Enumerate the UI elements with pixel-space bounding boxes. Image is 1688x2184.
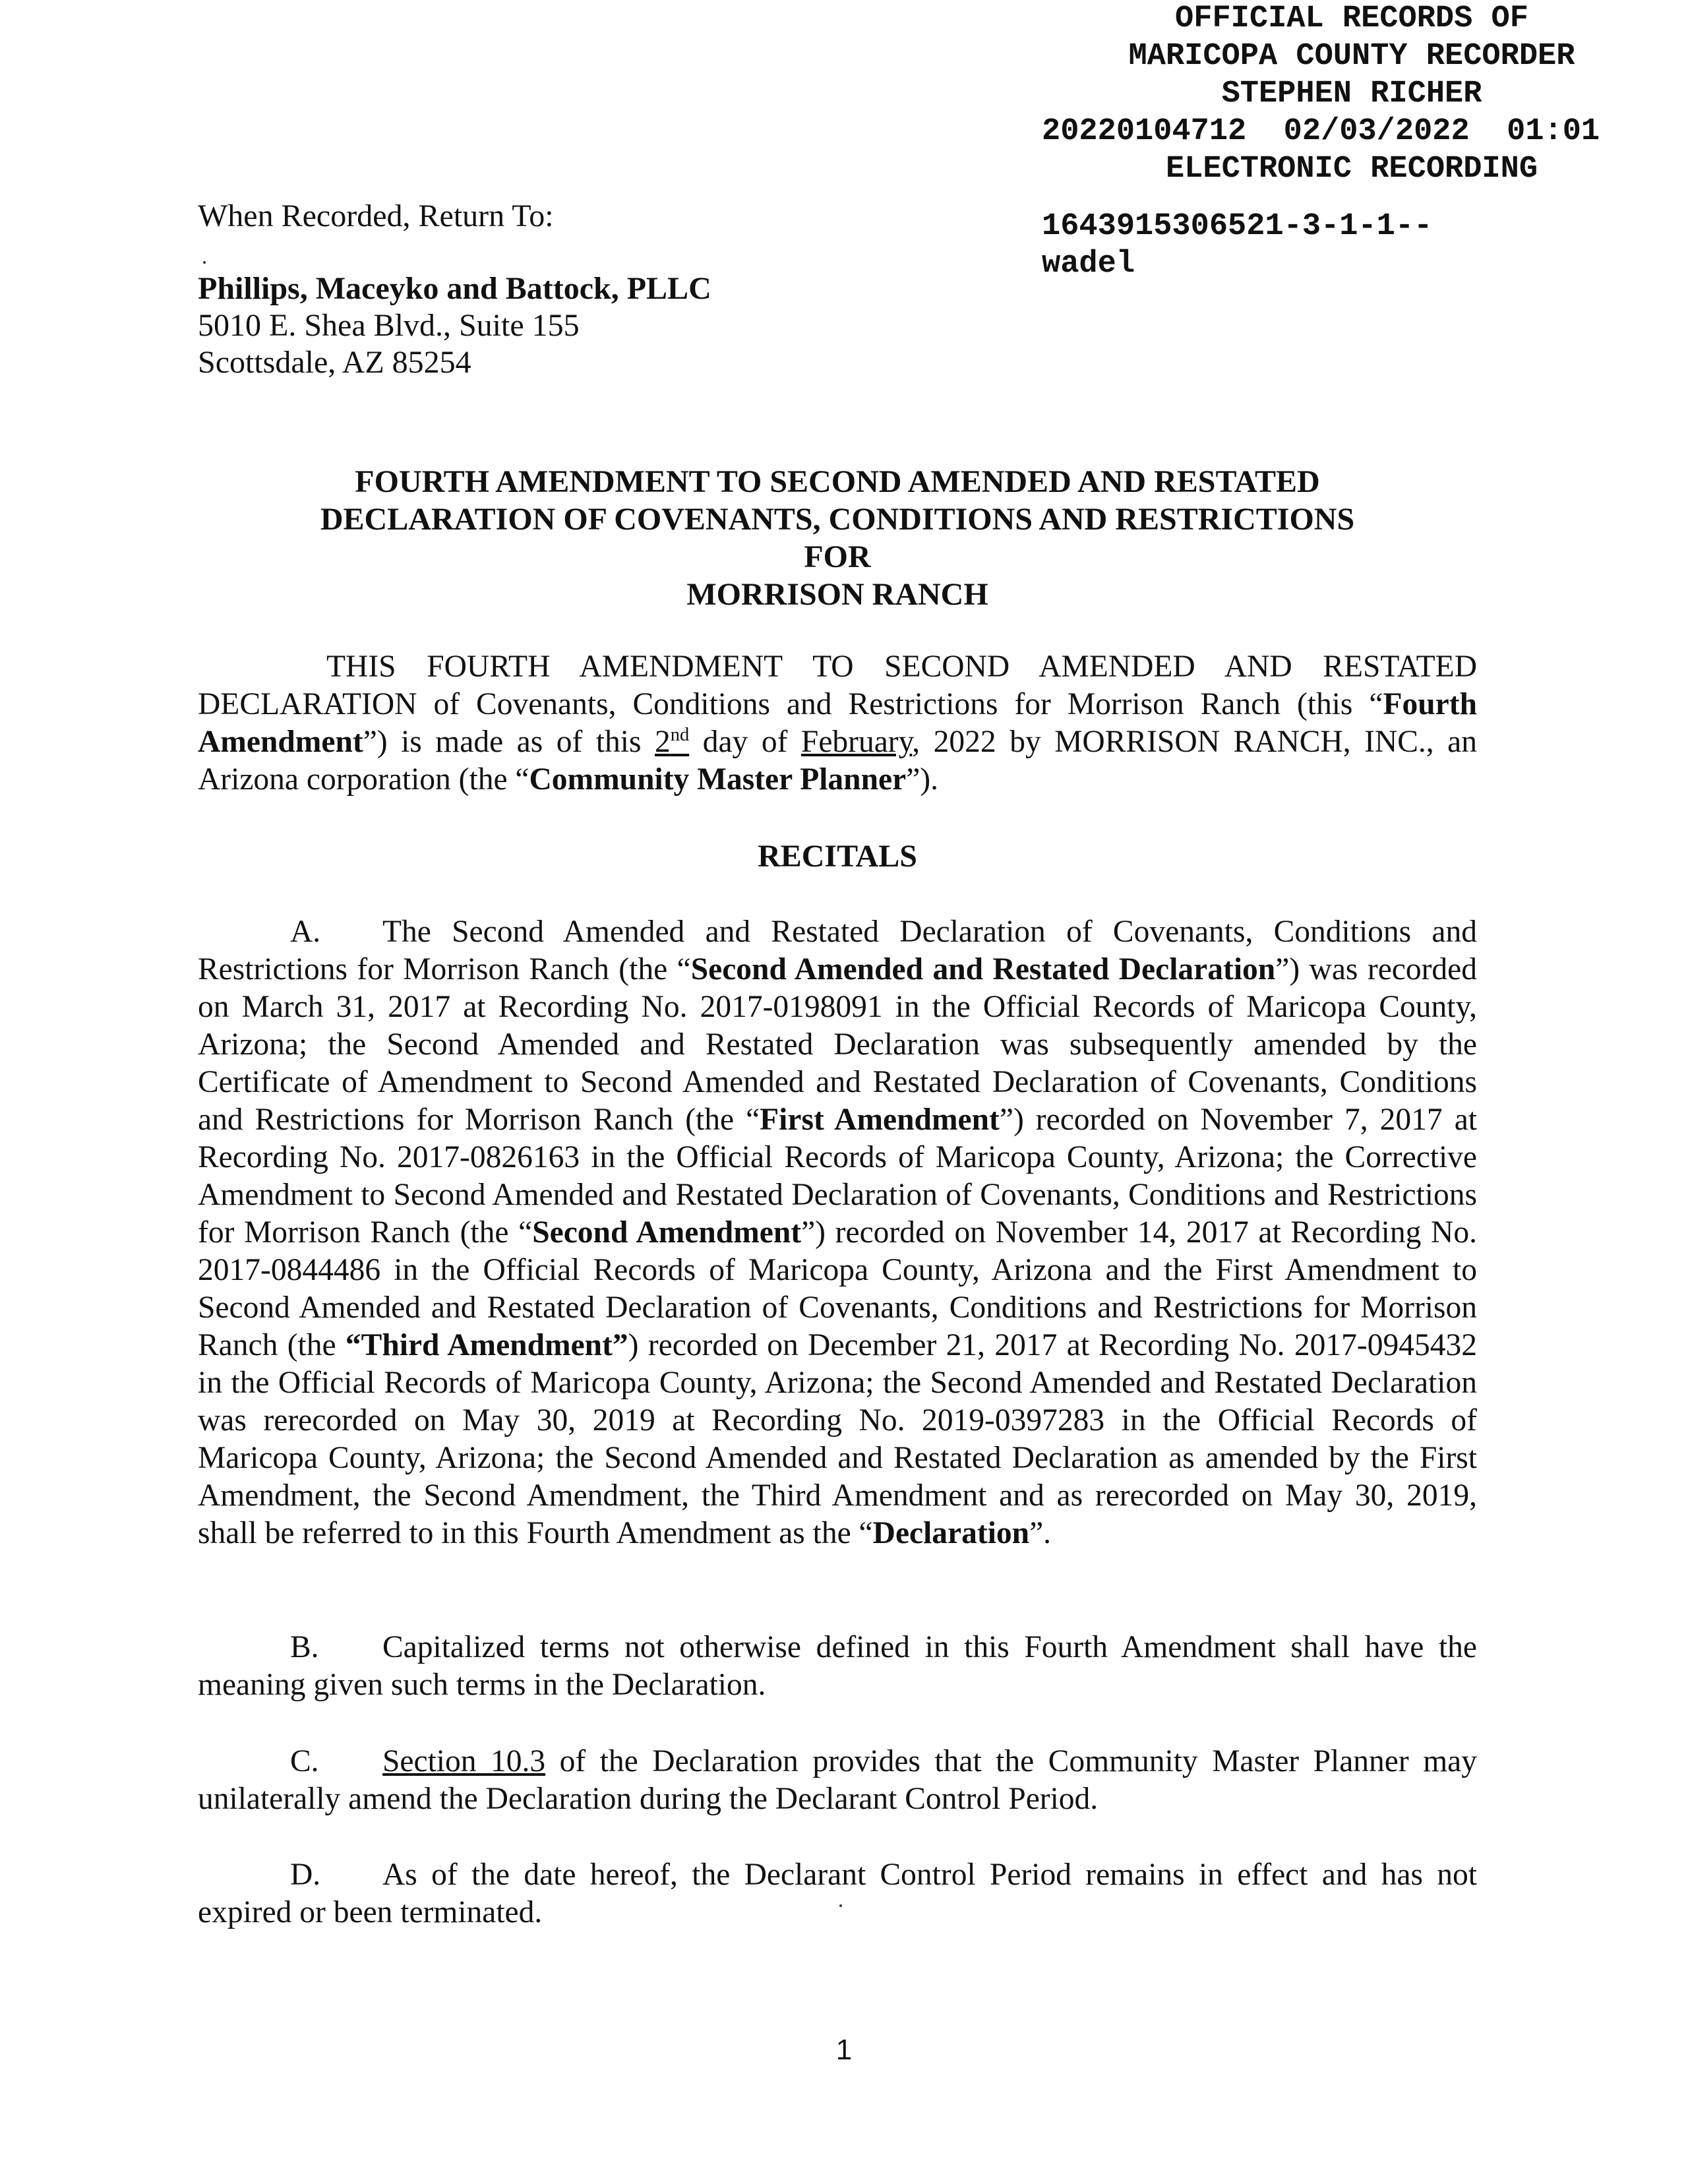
title-line-4: MORRISON RANCH <box>686 577 988 612</box>
recital-b-letter: B. <box>290 1630 319 1664</box>
return-to-firm: Phillips, Maceyko and Battock, PLLC <box>198 271 711 306</box>
intro-text-4: , 2022 by MORRISON RANCH, INC., an Arizona corporation (the “ <box>198 725 1478 797</box>
intro-text-1: THIS FOURTH AMENDMENT TO SECOND AMENDED AND RESTATED DECLARATION of Covenants, Conditions and Restrictions for Morrison Ranch (this “ <box>198 650 1477 721</box>
intro-text-5: ”). <box>906 762 938 797</box>
recital-a-term-3: Second Amendment <box>532 1215 802 1250</box>
scan-speck <box>203 261 206 264</box>
recital-c-text: of the Declaration provides that the Community Master Planner may unilaterally amend the Declaration during the Declarant Control Period. <box>198 1744 1477 1816</box>
intro-text-2: ”) is made as of this <box>363 725 655 759</box>
title-line-1: FOURTH AMENDMENT TO SECOND AMENDED AND RESTATED <box>355 464 1320 499</box>
document-title <box>198 463 1477 613</box>
stamp-line-5: ELECTRONIC RECORDING <box>1165 152 1538 187</box>
title-line-2: DECLARATION OF COVENANTS, CONDITIONS AND RESTRICTIONS <box>320 502 1355 537</box>
recital-a-text-6: ”. <box>1029 1516 1052 1550</box>
recitals-heading: RECITALS <box>758 839 917 874</box>
intro-day-suffix: nd <box>670 725 690 746</box>
recital-a-text-4: ”) recorded on November 14, 2017 at Recording No. 2017-0844486 in the Official Records of Maricopa County, Arizona and the First Amendment to Second Amended and Restated Declaration of Covenants, Conditions and Restrictions for Morrison Ranch (the <box>198 1215 1477 1362</box>
stamp-id-block <box>1029 208 1675 283</box>
recital-a-text-3: ”) recorded on November 7, 2017 at Recording No. 2017-0826163 in the Official Records of Maricopa County, Arizona; the Corrective Amendment to Second Amended and Restated Declaration of Covenants, Conditions and Restrictions for Morrison Ranch (the “ <box>198 1103 1477 1250</box>
recital-c-section-link: Section 10.3 <box>382 1744 546 1778</box>
recital-b <box>198 1629 1477 1704</box>
recital-c <box>198 1743 1477 1818</box>
recital-a-text-1: The Second Amended and Restated Declaration of Covenants, Conditions and Restrictions for Morrison Ranch (the “ <box>198 915 1477 986</box>
recital-d-letter: D. <box>290 1858 321 1892</box>
recital-b-text: Capitalized terms not otherwise defined in this Fourth Amendment shall have the meaning given such terms in the Declaration. <box>198 1630 1477 1702</box>
return-to-block <box>198 198 923 381</box>
recital-a-term-4: “Third Amendment” <box>345 1328 628 1362</box>
page-number: 1 <box>835 2034 853 2066</box>
stamp-id-line-1: 1643915306521-3-1-1-- <box>1042 209 1433 244</box>
stamp-line-2: MARICOPA COUNTY RECORDER <box>1128 39 1575 74</box>
intro-day-number: 2 <box>654 725 671 759</box>
intro-day <box>655 725 689 759</box>
stamp-line-1: OFFICIAL RECORDS OF <box>1175 1 1528 36</box>
intro-defined-term-1: Fourth Amendment <box>198 687 1477 759</box>
stamp-recording-number: 20220104712 02/03/2022 01:01 <box>1042 114 1600 149</box>
recital-a <box>198 913 1477 1552</box>
stamp-line-3: STEPHEN RICHER <box>1221 76 1482 111</box>
recorder-stamp <box>1029 0 1675 283</box>
recital-c-letter: C. <box>290 1744 319 1778</box>
intro-month: February <box>800 725 913 759</box>
recital-d-text: As of the date hereof, the Declarant Control Period remains in effect and has not expired or been terminated. <box>198 1858 1477 1929</box>
recital-a-term-1: Second Amended and Restated Declaration <box>690 952 1276 986</box>
recital-a-text-5: ) recorded on December 21, 2017 at Recording No. 2017-0945432 in the Official Records of Maricopa County, Arizona; the Second Amended and Restated Declaration was rerecorded on May 30, 2019 at Recording No. 2019-0397283 in the Official Records of Maricopa County, Arizona; the Second Amended and Restated Declaration as amended by the First Amendment, the Second Amendment, the Third Amendment and as rerecorded on May 30, 2019, shall be referred to in this Fourth Amendment as the “ <box>198 1328 1477 1550</box>
stamp-id-line-2: wadel <box>1042 247 1135 282</box>
recital-d <box>198 1856 1477 1931</box>
return-to-label: When Recorded, Return To: <box>198 198 554 233</box>
recital-a-text-2: ”) was recorded on March 31, 2017 at Recording No. 2017-0198091 in the Official Records of Maricopa County, Arizona; the Second Amended and Restated Declaration was subsequently amended by the Certificate of Amendment to Second Amended and Restated Declaration of Covenants, Conditions and Restrictions for Morrison Ranch (the “ <box>198 952 1478 1137</box>
recital-a-term-2: First Amendment <box>760 1103 1000 1137</box>
intro-text-3: day of <box>689 725 801 759</box>
title-line-3: FOR <box>804 539 871 574</box>
intro-paragraph <box>198 648 1477 799</box>
recital-a-term-5: Declaration <box>872 1516 1030 1550</box>
return-to-address-1: 5010 E. Shea Blvd., Suite 155 <box>198 308 580 343</box>
recital-a-letter: A. <box>290 915 321 949</box>
return-to-address-2: Scottsdale, AZ 85254 <box>198 345 471 380</box>
scan-speck <box>839 1904 842 1907</box>
intro-defined-term-2: Community Master Planner <box>529 762 907 797</box>
